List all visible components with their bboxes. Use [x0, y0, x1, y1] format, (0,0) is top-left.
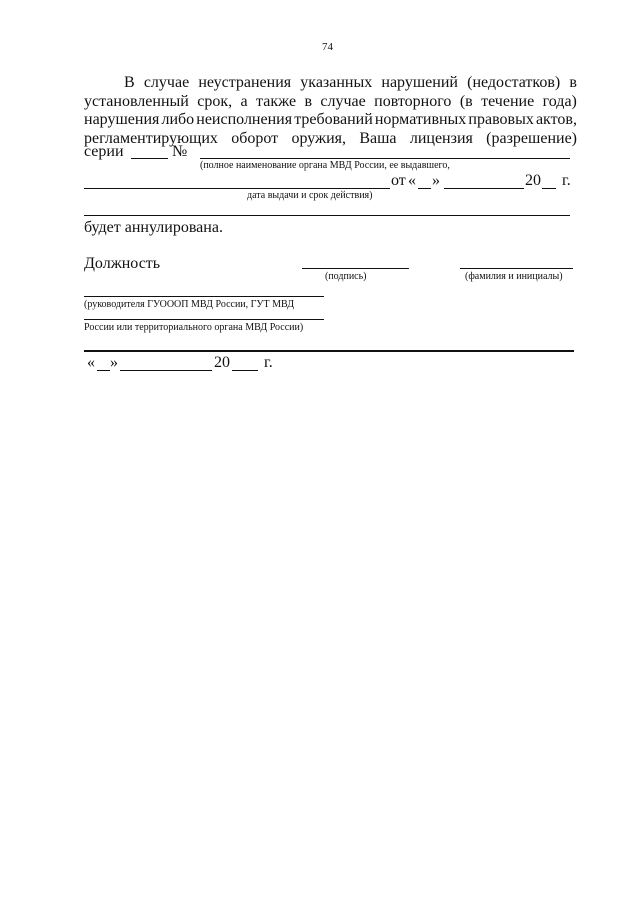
paragraph-line-1	[84, 74, 577, 93]
word: указанных	[300, 74, 373, 91]
name-blank-line	[460, 268, 573, 269]
signature-blank-line	[302, 268, 409, 269]
additional-blank-line	[84, 215, 570, 216]
issuer-name-blank-line	[84, 188, 390, 189]
word: либо	[161, 111, 195, 128]
word: (недостатков)	[467, 74, 561, 91]
word: требований	[294, 111, 373, 128]
word: правовых	[468, 111, 534, 128]
word: регламентирующих	[84, 129, 218, 147]
word: срок,	[197, 92, 233, 110]
word: случае	[320, 92, 366, 110]
dates-caption: дата выдачи и срок действия)	[247, 190, 373, 201]
head-position-blank-line-2	[84, 319, 324, 320]
word: Ваша	[359, 129, 397, 147]
position-label: Должность	[84, 255, 161, 272]
head-caption-line-1: (руководителя ГУОООП МВД России, ГУТ МВД	[84, 299, 295, 310]
name-caption: (фамилия и инициалы)	[465, 271, 563, 282]
word: года)	[542, 92, 577, 110]
bottom-day-blank-line	[97, 370, 110, 371]
license-number-blank-line	[200, 158, 570, 159]
word: нормативных	[374, 111, 467, 128]
word: лицензия	[409, 129, 473, 147]
word: (разрешение)	[486, 129, 577, 147]
bottom-year-blank-line	[232, 370, 258, 371]
word: оружия,	[291, 129, 347, 147]
year-suffix: г.	[562, 172, 571, 189]
word: установленный	[84, 92, 189, 110]
word: оборот	[231, 129, 279, 147]
from-label: от	[391, 172, 406, 189]
head-position-blank-line-1	[84, 296, 324, 297]
page-number: 74	[322, 41, 333, 53]
word: неисполнения	[196, 111, 293, 128]
word: также	[256, 92, 297, 110]
word: В	[124, 74, 135, 91]
bottom-month-blank-line	[120, 370, 212, 371]
date-quote-close: »	[432, 172, 440, 189]
signature-caption: (подпись)	[325, 271, 367, 282]
series-blank-line	[131, 158, 168, 159]
paragraph-line-2	[84, 93, 577, 112]
bottom-date-quote-open: «	[87, 354, 95, 371]
paragraph-line-4	[84, 130, 577, 149]
word: (в	[459, 92, 473, 110]
paragraph-line-3	[84, 111, 577, 130]
series-label: серии	[84, 143, 124, 160]
number-sign: №	[172, 143, 188, 160]
word: актов,	[535, 111, 577, 128]
word: случае	[143, 74, 190, 91]
year-blank-line	[542, 188, 556, 189]
word: неустранения	[198, 74, 292, 91]
month-blank-line	[444, 188, 524, 189]
word: в	[569, 74, 577, 91]
separator-line	[84, 350, 574, 352]
day-blank-line	[418, 188, 431, 189]
word: в	[304, 92, 313, 110]
year-prefix: 20	[525, 172, 541, 189]
date-quote-open: «	[408, 172, 416, 189]
bottom-year-prefix: 20	[214, 354, 230, 371]
word: течение	[481, 92, 535, 110]
word: нарушений	[381, 74, 458, 91]
head-caption-line-2: России или территориального органа МВД России)	[84, 322, 304, 333]
word: повторного	[374, 92, 452, 110]
word: а	[240, 92, 248, 110]
issuer-caption: (полное наименование органа МВД России, ее выдавшего,	[200, 160, 450, 171]
notice-paragraph	[84, 74, 577, 148]
bottom-date-quote-close: »	[110, 354, 118, 371]
annulled-text: будет аннулирована.	[84, 219, 223, 236]
word: нарушения	[84, 111, 160, 128]
bottom-year-suffix: г.	[264, 354, 273, 371]
